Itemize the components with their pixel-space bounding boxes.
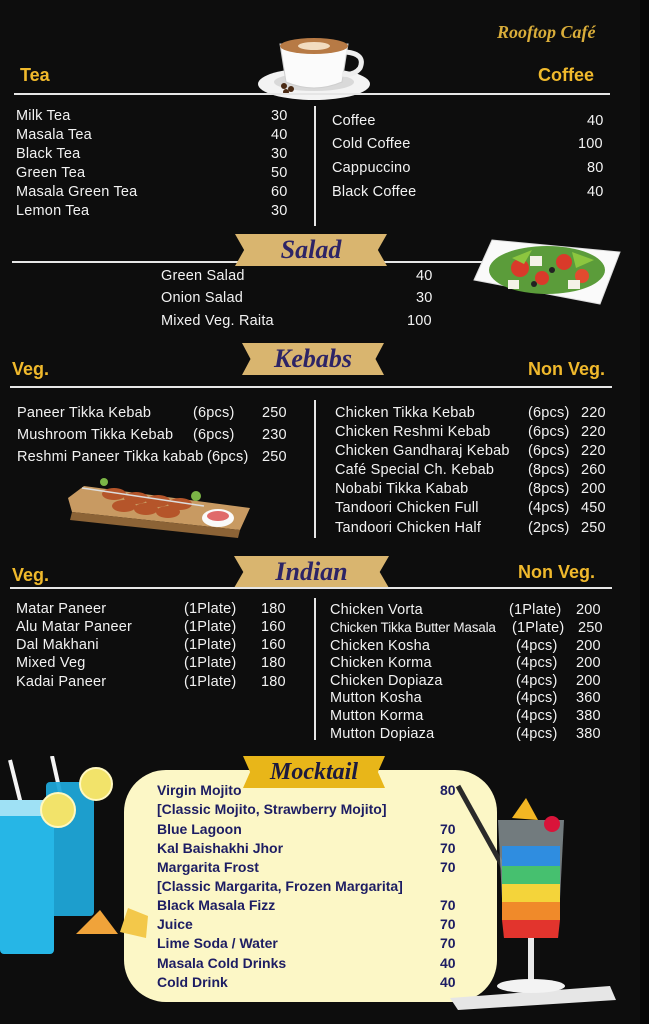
rainbow-drink-icon: [440, 780, 625, 1010]
list-item: Nobabi Tikka Kabab: [335, 481, 469, 497]
divider-line: [14, 93, 610, 95]
list-item: Mutton Kosha: [330, 690, 422, 706]
item-price: 40: [587, 184, 604, 200]
column-divider: [314, 400, 316, 538]
cafe-brand: Rooftop Café: [497, 22, 596, 42]
item-price: 180: [261, 601, 286, 617]
item-price: 230: [262, 427, 287, 443]
list-item: Tandoori Chicken Full: [335, 500, 479, 516]
item-price: 200: [581, 481, 606, 497]
list-item: Chicken Tikka Butter Masala: [330, 620, 496, 635]
item-qty: (1Plate): [509, 602, 562, 618]
list-item: Chicken Tikka Kebab: [335, 405, 476, 421]
kebabs-title: Kebabs: [274, 344, 352, 373]
item-qty: (1Plate): [184, 637, 237, 653]
kebabs-veg-header: Veg.: [12, 359, 50, 379]
item-price: 450: [581, 500, 606, 516]
list-item: Cold Coffee: [332, 136, 411, 152]
item-price: 30: [271, 108, 288, 124]
item-qty: (4pcs): [516, 726, 558, 742]
item-price: 380: [576, 708, 601, 724]
list-item: Dal Makhani: [16, 637, 99, 653]
item-price: 70: [440, 916, 456, 932]
item-price: 80: [440, 782, 456, 798]
list-item: Café Special Ch. Kebab: [335, 462, 495, 478]
item-qty: (4pcs): [516, 655, 558, 671]
item-price: 40: [271, 127, 288, 143]
list-item: Green Salad: [161, 268, 245, 284]
list-item: Lime Soda / Water: [157, 935, 278, 951]
item-price: 40: [587, 113, 604, 129]
item-qty: (4pcs): [516, 690, 558, 706]
list-item: Black Coffee: [332, 184, 417, 200]
item-price: 220: [581, 424, 606, 440]
item-price: 80: [587, 160, 604, 176]
list-item: Alu Matar Paneer: [16, 619, 133, 635]
list-item: Milk Tea: [16, 108, 71, 124]
item-price: 100: [407, 313, 432, 329]
list-item: Margarita Frost: [157, 859, 259, 875]
list-item: Coffee: [332, 113, 376, 129]
indian-veg-header: Veg.: [12, 565, 50, 585]
list-item: Mutton Dopiaza: [330, 726, 435, 742]
item-qty: (4pcs): [528, 500, 570, 516]
item-price: 40: [416, 268, 433, 284]
item-qty: (1Plate): [512, 620, 565, 636]
item-price: 40: [440, 974, 456, 990]
mocktail-title: Mocktail: [270, 759, 358, 785]
item-price: 250: [581, 520, 606, 536]
item-qty: (1Plate): [184, 601, 237, 617]
list-item: Masala Green Tea: [16, 184, 138, 200]
item-qty: (6pcs): [207, 449, 249, 465]
item-price: 30: [271, 146, 288, 162]
item-qty: (4pcs): [516, 708, 558, 724]
item-price: 250: [578, 620, 603, 636]
divider-line: [10, 587, 612, 589]
item-price: 70: [440, 935, 456, 951]
item-qty: (8pcs): [528, 481, 570, 497]
list-item: Paneer Tikka Kebab: [17, 405, 152, 421]
page-edge: [640, 0, 649, 1024]
divider-line: [10, 386, 612, 388]
item-price: 200: [576, 655, 601, 671]
item-price: 160: [261, 637, 286, 653]
tea-header: Tea: [20, 65, 50, 85]
list-item: [Classic Margarita, Frozen Margarita]: [157, 878, 403, 894]
item-qty: (1Plate): [184, 674, 237, 690]
list-item: Green Tea: [16, 165, 86, 181]
list-item: Blue Lagoon: [157, 821, 242, 837]
list-item: Black Tea: [16, 146, 81, 162]
item-qty: (6pcs): [193, 427, 235, 443]
item-qty: (1Plate): [184, 619, 237, 635]
list-item: Mixed Veg: [16, 655, 86, 671]
item-qty: (6pcs): [528, 405, 570, 421]
item-price: 60: [271, 184, 288, 200]
list-item: Onion Salad: [161, 290, 244, 306]
list-item: Lemon Tea: [16, 203, 90, 219]
item-qty: (6pcs): [193, 405, 235, 421]
indian-nonveg-header: Non Veg.: [518, 562, 596, 582]
item-price: 220: [581, 443, 606, 459]
list-item: Mixed Veg. Raita: [161, 313, 274, 329]
item-price: 250: [262, 449, 287, 465]
list-item: Chicken Dopiaza: [330, 673, 443, 689]
list-item: Juice: [157, 916, 193, 932]
item-price: 30: [271, 203, 288, 219]
item-qty: (8pcs): [528, 462, 570, 478]
kebab-platter-icon: [64, 468, 254, 542]
list-item: Kadai Paneer: [16, 674, 107, 690]
item-price: 260: [581, 462, 606, 478]
item-price: 160: [261, 619, 286, 635]
list-item: Masala Cold Drinks: [157, 955, 287, 971]
list-item: Chicken Korma: [330, 655, 432, 671]
item-price: 50: [271, 165, 288, 181]
item-price: 250: [262, 405, 287, 421]
item-price: 70: [440, 821, 456, 837]
kebabs-nonveg-header: Non Veg.: [528, 359, 606, 379]
item-qty: (6pcs): [528, 443, 570, 459]
blue-drink-icon: [0, 756, 150, 962]
item-price: 70: [440, 859, 456, 875]
item-price: 380: [576, 726, 601, 742]
list-item: Cold Drink: [157, 974, 228, 990]
item-price: 180: [261, 674, 286, 690]
item-qty: (4pcs): [516, 638, 558, 654]
column-divider: [314, 598, 316, 740]
item-qty: (6pcs): [528, 424, 570, 440]
item-price: 70: [440, 897, 456, 913]
list-item: Virgin Mojito: [157, 782, 242, 798]
list-item: Chicken Vorta: [330, 602, 423, 618]
salad-plate-icon: [472, 230, 622, 310]
item-price: 180: [261, 655, 286, 671]
list-item: Chicken Reshmi Kebab: [335, 424, 491, 440]
item-price: 40: [440, 955, 456, 971]
list-item: Chicken Gandharaj Kebab: [335, 443, 510, 459]
item-price: 30: [416, 290, 433, 306]
list-item: Chicken Kosha: [330, 638, 431, 654]
indian-title: Indian: [275, 557, 348, 586]
item-qty: (1Plate): [184, 655, 237, 671]
item-price: 200: [576, 602, 601, 618]
item-qty: (4pcs): [516, 673, 558, 689]
list-item: Masala Tea: [16, 127, 92, 143]
column-divider: [314, 106, 316, 226]
item-price: 200: [576, 638, 601, 654]
item-price: 200: [576, 673, 601, 689]
list-item: Cappuccino: [332, 160, 411, 176]
list-item: [Classic Mojito, Strawberry Mojito]: [157, 801, 387, 817]
item-price: 220: [581, 405, 606, 421]
list-item: Tandoori Chicken Half: [335, 520, 482, 536]
list-item: Mushroom Tikka Kebab: [17, 427, 174, 443]
item-price: 70: [440, 840, 456, 856]
list-item: Matar Paneer: [16, 601, 107, 617]
item-price: 360: [576, 690, 601, 706]
list-item: Mutton Korma: [330, 708, 424, 724]
coffee-header: Coffee: [538, 65, 595, 85]
list-item: Kal Baishakhi Jhor: [157, 840, 284, 856]
item-qty: (2pcs): [528, 520, 570, 536]
salad-title: Salad: [280, 235, 342, 264]
list-item: Black Masala Fizz: [157, 897, 276, 913]
list-item: Reshmi Paneer Tikka kabab: [17, 449, 204, 465]
item-price: 100: [578, 136, 603, 152]
